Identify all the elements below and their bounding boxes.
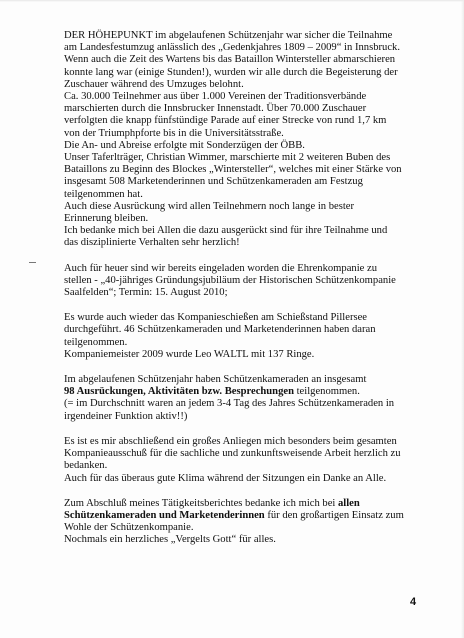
text-run: Wohle der Schützenkompanie. <box>64 522 194 534</box>
text-run: Ich bedanke mich bei Allen die dazu ausgerückt sind für ihre Teilnahme und <box>64 225 388 237</box>
text-run: DER HÖHEPUNKT im abgelaufenen Schützenjahr war sicher die Teilnahme <box>64 30 393 41</box>
text-run: teilgenommen hat. <box>64 188 143 200</box>
text-line <box>64 103 430 115</box>
text-line <box>64 140 430 152</box>
text-run: teilgenommen. <box>293 386 360 398</box>
text-run: Unser Taferlträger, Christian Wimmer, marschierte mit 2 weiteren Buben des <box>64 152 391 164</box>
text-line <box>64 42 430 54</box>
paragraph-gap <box>64 485 430 498</box>
text-run: bedanken. <box>64 460 108 472</box>
text-run: das disziplinierte Verhalten sehr herzlich! <box>64 237 240 249</box>
bold-text-run: Schützenkameraden und Marketenderinnen <box>64 509 265 521</box>
paragraph-gap <box>64 423 430 436</box>
text-run: von der Triumphpforte bis in die Universitätsstraße. <box>64 127 284 139</box>
text-line <box>64 275 430 287</box>
text-line <box>64 411 430 423</box>
scan-edge-top <box>0 0 464 2</box>
text-run: für den großartigen Einsatz zum <box>264 509 404 521</box>
text-run: irgendeiner Funktion aktiv!!) <box>64 410 188 422</box>
text-run: Saalfelden“; Termin: 15. August 2010; <box>64 287 228 299</box>
text-line <box>64 498 430 510</box>
text-run: Im abgelaufenen Schützenjahr haben Schützenkameraden an insgesamt <box>64 374 367 386</box>
text-run: Die An- und Abreise erfolgte mit Sonderzügen der ÖBB. <box>64 139 305 151</box>
text-run: insgesamt 508 Marketenderinnen und Schützenkameraden am Festzug <box>64 176 363 188</box>
text-run: Ca. 30.000 Teilnehmer aus über 1.000 Vereinen der Traditionsverbände <box>64 91 367 103</box>
text-run: konnte lang war (einige Stunden!), wurden wir alle durch die Begeisterung der <box>64 66 398 78</box>
text-run: marschierten durch die Innsbrucker Innenstadt. Über 70.000 Zuschauer <box>64 103 367 115</box>
text-line <box>64 510 430 522</box>
text-line <box>64 324 430 336</box>
text-line <box>64 237 430 249</box>
text-line <box>64 67 430 79</box>
text-line <box>64 152 430 164</box>
text-run: verfolgten die knapp fünfstündige Parade auf einer Strecke von rund 1,7 km <box>64 115 387 127</box>
text-run: Auch für das überaus gute Klima während der Sitzungen ein Danke an Alle. <box>64 472 387 484</box>
text-line <box>64 79 430 91</box>
text-line <box>64 436 430 448</box>
text-run: Wenn auch die Zeit des Wartens bis das Bataillon Wintersteller abmarschieren <box>64 54 396 66</box>
text-run: Kompanieausschuß für die sachliche und zunkunftsweisende Arbeit herzlich zu <box>64 448 401 460</box>
text-run: Zum Abschluß meines Tätigkeitsberichtes bedanke ich mich bei <box>64 497 338 509</box>
text-line <box>64 263 430 275</box>
text-run: Zuschauer während des Umzuges belohnt. <box>64 78 244 90</box>
text-line <box>64 176 430 188</box>
paragraph-gap <box>64 361 430 374</box>
text-line <box>64 349 430 361</box>
paragraph-gap <box>64 250 430 263</box>
text-run: Es ist es mir abschließend ein großes Anliegen mich besonders beim gesamten <box>64 435 397 447</box>
text-run: Auch für heuer sind wir bereits eingeladen worden die Ehrenkompanie zu <box>64 262 377 274</box>
text-run: Bataillons zu Beginn des Blockes „Wintersteller“, welches mit einer Stärke von <box>64 164 402 176</box>
text-line <box>64 115 430 127</box>
text-run: Erinnerung bleiben. <box>64 213 149 225</box>
report-text <box>64 30 430 547</box>
text-line <box>64 522 430 534</box>
text-run: (= im Durchschnitt waren an jedem 3-4 Tag des Jahres Schützenkameraden in <box>64 398 395 410</box>
text-line <box>64 164 430 176</box>
text-line <box>64 337 430 349</box>
text-line <box>64 128 430 140</box>
text-line <box>64 312 430 324</box>
text-line <box>64 448 430 460</box>
text-run: Auch diese Ausrückung wird allen Teilnehmern noch lange in bester <box>64 200 355 212</box>
text-line <box>64 287 430 299</box>
text-line <box>64 213 430 225</box>
text-line <box>64 225 430 237</box>
text-run: durchgeführt. 46 Schützenkameraden und Marketenderinnen haben daran <box>64 324 376 336</box>
text-run: am Landesfestumzug anlässlich des „Gedenkjahres 1809 – 2009“ in Innsbruck. <box>64 42 400 54</box>
text-line <box>64 30 430 42</box>
text-line <box>64 91 430 103</box>
text-line <box>64 473 430 485</box>
page-number: 4 <box>410 596 417 608</box>
text-line <box>64 54 430 66</box>
text-run: Kompaniemeister 2009 wurde Leo WALTL mit 137 Ringe. <box>64 348 315 360</box>
text-line <box>64 189 430 201</box>
text-line <box>64 374 430 386</box>
text-line <box>64 201 430 213</box>
text-run: Es wurde auch wieder das Kompanieschießen am Schießstand Pillersee <box>64 312 368 324</box>
bold-text-run: 98 Ausrückungen, Aktivitäten bzw. Besprechungen <box>64 386 294 398</box>
text-line <box>64 460 430 472</box>
paragraph-gap <box>64 299 430 312</box>
text-line <box>64 534 430 546</box>
text-run: teilgenommen. <box>64 336 128 348</box>
bold-text-run: allen <box>338 497 360 509</box>
margin-mark <box>29 262 36 263</box>
text-run: Nochmals ein herzliches „Vergelts Gott“ für alles. <box>64 534 276 546</box>
text-run: stellen - „40-jähriges Gründungsjubiläum der Historischen Schützenkompanie <box>64 274 396 286</box>
text-line <box>64 398 430 410</box>
text-line <box>64 386 430 398</box>
